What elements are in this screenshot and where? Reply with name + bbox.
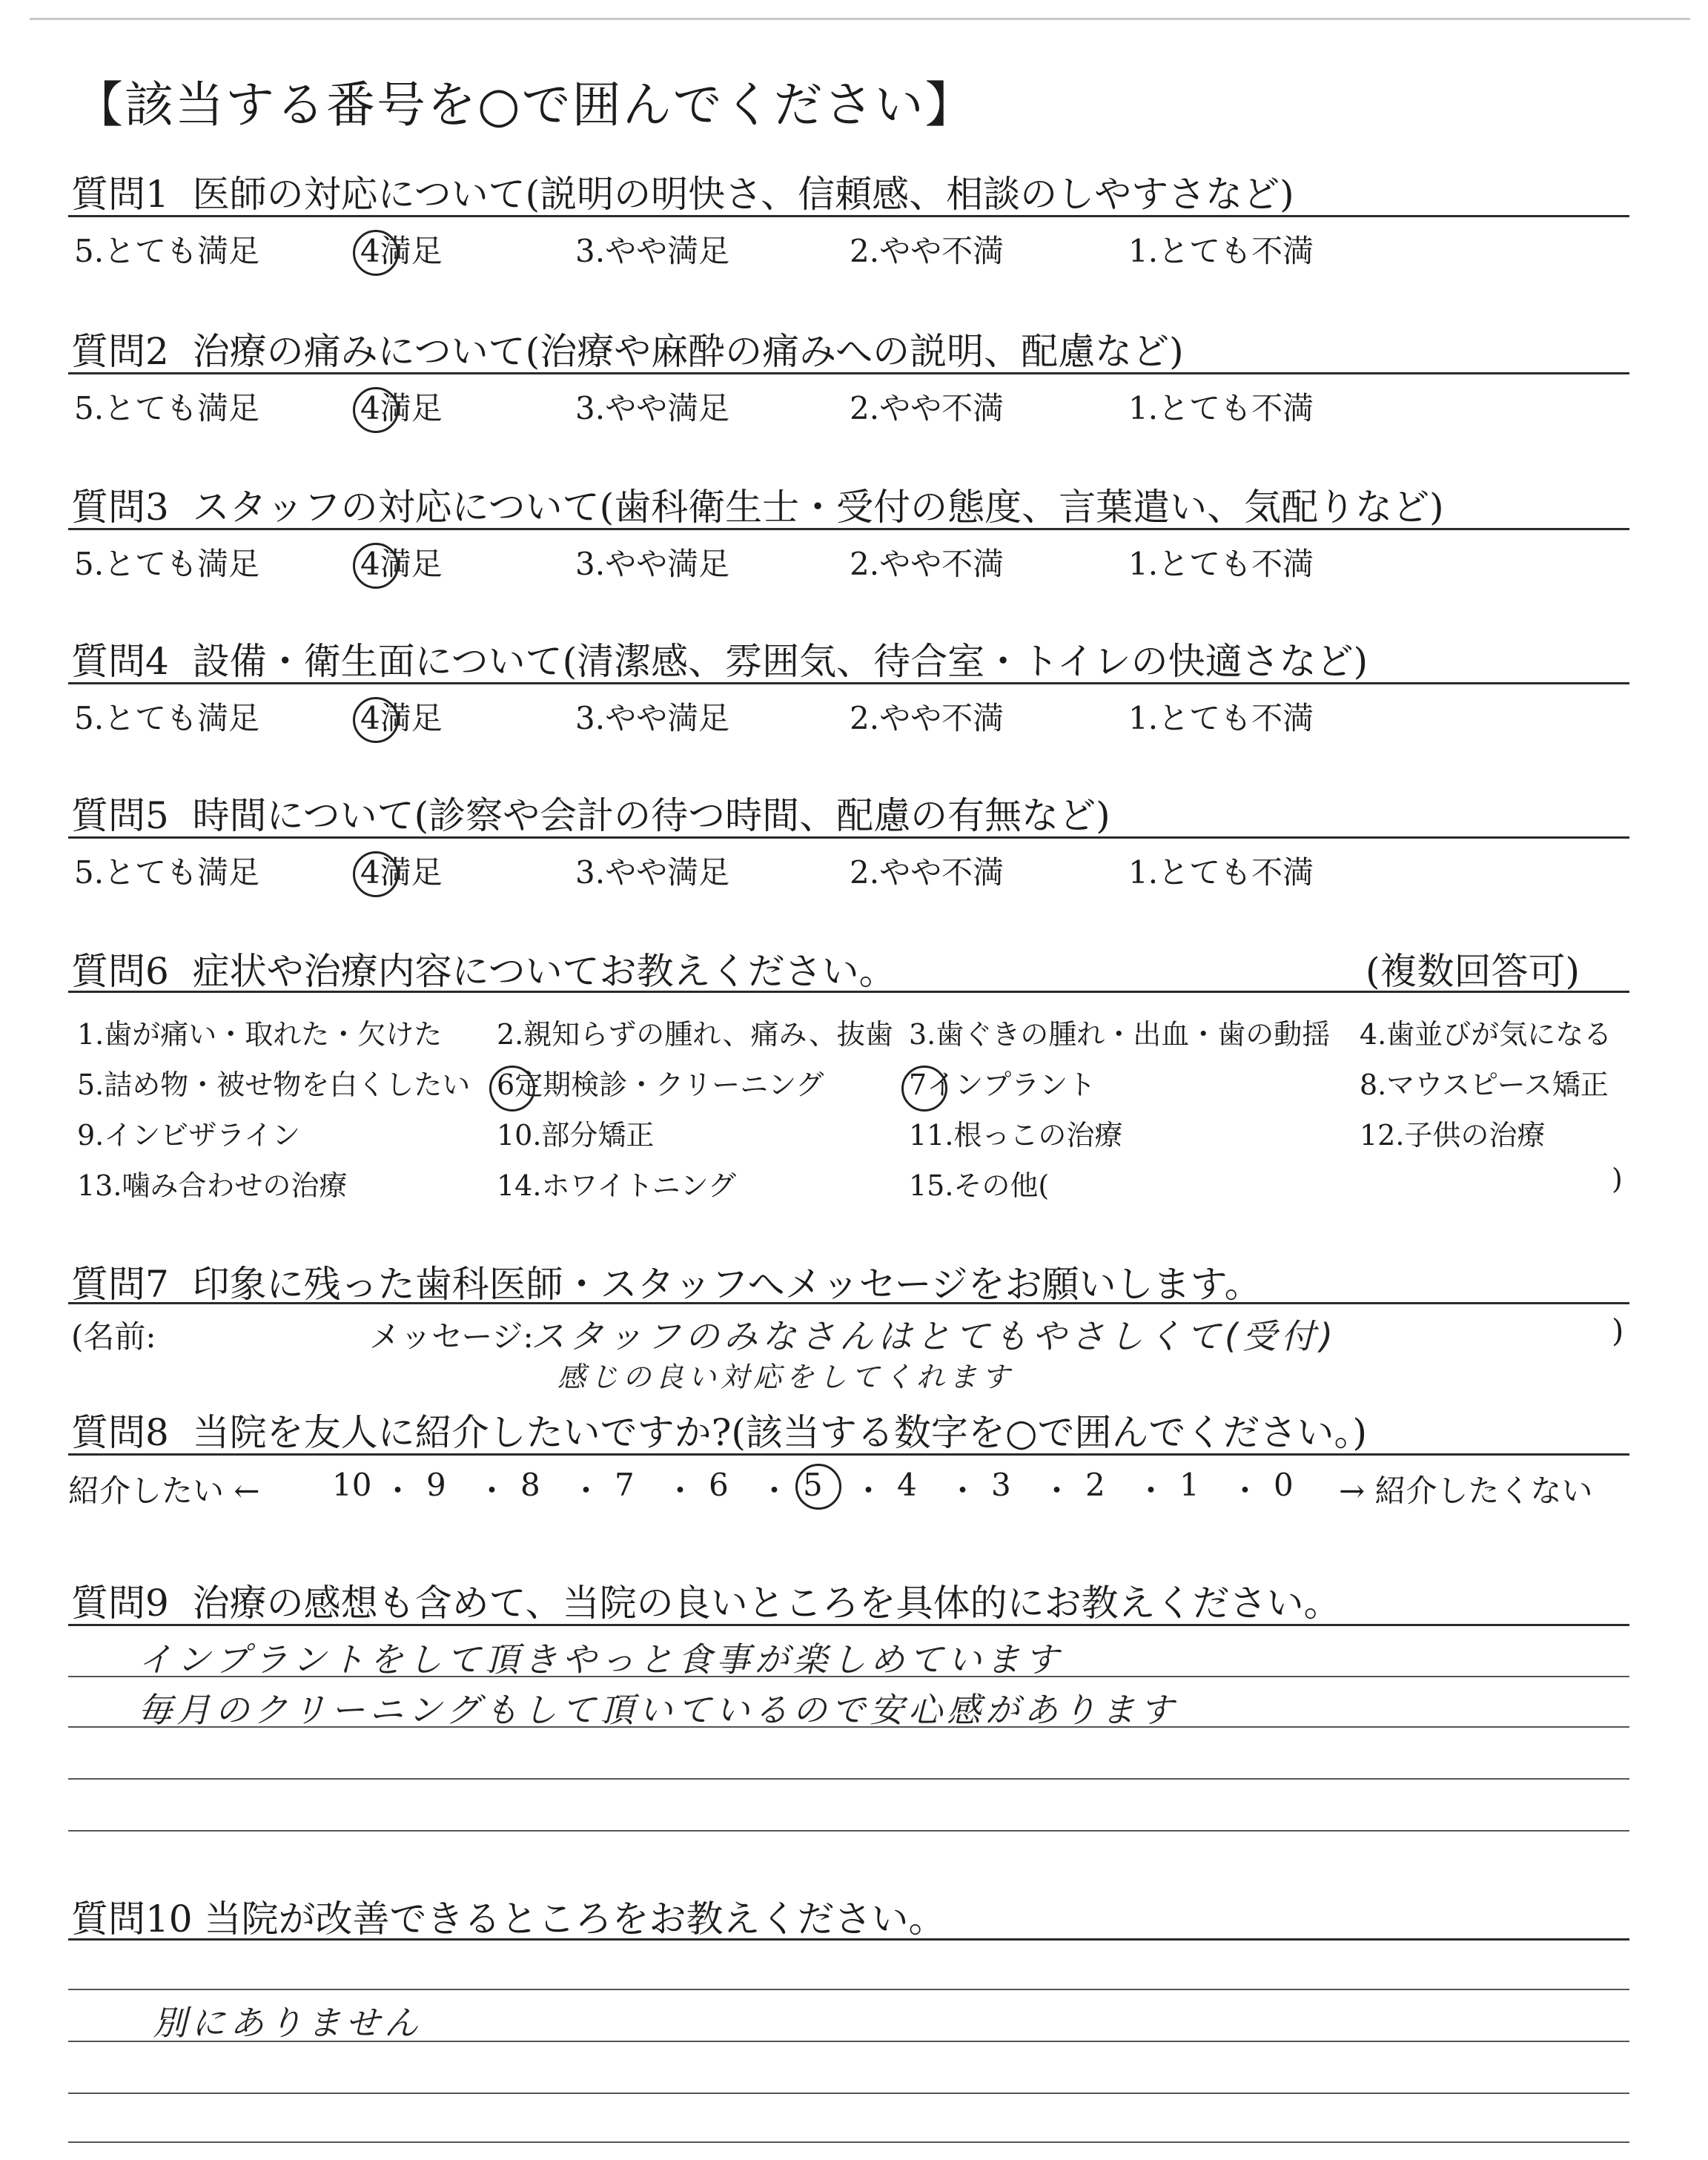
question-4: [71, 632, 1368, 685]
scale-value-1: [1179, 1467, 1199, 1503]
page-title: 【該当する番号を○で囲んでください】: [74, 76, 976, 133]
question-2: [71, 322, 1184, 375]
divider: [68, 836, 1629, 839]
scale-value-6: [709, 1467, 729, 1503]
scale-separator: ・: [664, 1473, 696, 1509]
question-text: 当院を友人に紹介したいですか?(該当する数字を○で囲んでください。): [192, 1411, 1368, 1454]
question-text: 印象に残った歯科医師・スタッフへメッセージをお願いします。: [192, 1263, 1262, 1306]
option-somewhat-dissatisfied: 2.やや不満: [850, 546, 1004, 582]
divider: [68, 215, 1629, 217]
option-label: 満足: [380, 233, 443, 269]
option-label: 満足: [380, 700, 443, 736]
question-1: [71, 165, 1294, 218]
scale-number: 10: [332, 1467, 372, 1503]
question-label: 質問10: [71, 1898, 193, 1941]
answer-line: [68, 2041, 1629, 2042]
option-somewhat-dissatisfied: 2.やや不満: [850, 390, 1004, 426]
q6-option-15: 15.その他(: [909, 1169, 1050, 1202]
question-9: [71, 1573, 1341, 1627]
q6-option-9: 9.インビザライン: [77, 1119, 301, 1152]
option-very-satisfied: 5.とても満足: [74, 233, 260, 269]
scale-number: 5: [803, 1467, 823, 1503]
scale-separator: ・: [1041, 1473, 1073, 1509]
message-label: メッセージ:: [369, 1318, 534, 1355]
scale-value-9: [426, 1467, 446, 1503]
option-very-dissatisfied: 1.とても不満: [1128, 390, 1314, 426]
question-label: 質問5: [71, 794, 169, 837]
q6-option-8: 8.マウスピース矯正: [1360, 1069, 1609, 1101]
option-label: 満足: [380, 546, 443, 582]
q6-option-2: 2.親知らずの腫れ、痛み、抜歯: [497, 1018, 893, 1051]
circled-number: 4: [360, 700, 380, 736]
question-label: 質問6: [71, 950, 169, 993]
question-8: [71, 1403, 1367, 1456]
question-label: 質問2: [71, 330, 169, 373]
option-label: 満足: [380, 390, 443, 426]
question-7: [71, 1255, 1262, 1308]
q6-option-1: 1.歯が痛い・取れた・欠けた: [77, 1018, 443, 1051]
answer-line: [68, 2093, 1629, 2094]
scale-separator: ・: [1135, 1473, 1167, 1509]
question-text: 治療の痛みについて(治療や麻酔の痛みへの説明、配慮など): [192, 330, 1184, 373]
scale-separator: ・: [947, 1473, 979, 1509]
scale-separator: ・: [758, 1473, 790, 1509]
answer-line: [68, 1989, 1629, 1990]
option-very-dissatisfied: 1.とても不満: [1128, 700, 1314, 736]
question-text: 当院が改善できるところをお教えください。: [204, 1898, 946, 1941]
option-very-dissatisfied: 1.とても不満: [1128, 854, 1314, 891]
handwritten-message-line-2: 感じの良い対応をしてくれます: [557, 1361, 1015, 1393]
divider: [68, 372, 1629, 374]
option-very-dissatisfied: 1.とても不満: [1128, 546, 1314, 582]
question-5: [71, 786, 1110, 839]
question-label: 質問8: [71, 1411, 169, 1454]
handwritten-message-line-1: スタッフのみなさんはとてもやさしくて(受付): [531, 1316, 1337, 1356]
q6-option-10: 10.部分矯正: [497, 1119, 655, 1152]
option-somewhat-satisfied: 3.やや満足: [575, 854, 730, 891]
divider: [68, 991, 1629, 993]
option-satisfied-selected: [360, 694, 443, 739]
question-label: 質問9: [71, 1582, 169, 1625]
handwritten-answer: 別にありません: [153, 2003, 423, 2043]
circled-number: 4: [360, 854, 380, 891]
question-label: 質問7: [71, 1263, 169, 1306]
answer-line: [68, 1830, 1629, 1832]
message-close-paren: ): [1612, 1312, 1624, 1349]
scale-separator: ・: [853, 1473, 884, 1509]
scale-value-5: [803, 1467, 823, 1503]
option-somewhat-dissatisfied: 2.やや不満: [850, 700, 1004, 736]
option-label: 定期検診・クリーニング: [514, 1069, 824, 1101]
scale-number: 4: [897, 1467, 917, 1503]
q6-option-4: 4.歯並びが気になる: [1360, 1018, 1612, 1051]
q6-option-7-selected: [909, 1062, 1096, 1103]
circled-number: 4: [360, 233, 380, 269]
scale-number: 1: [1179, 1467, 1199, 1503]
scale-value-0: [1274, 1467, 1294, 1503]
divider: [68, 528, 1629, 530]
option-label: インプラント: [927, 1069, 1096, 1101]
multiple-answers-note: (複数回答可): [1366, 950, 1580, 993]
scale-value-7: [615, 1467, 635, 1503]
option-satisfied-selected: [360, 848, 443, 893]
q6-option-12: 12.子供の治療: [1360, 1119, 1546, 1152]
option-satisfied-selected: [360, 384, 443, 429]
handwritten-answer-line-2: 毎月のクリーニングもして頂いているので安心感があります: [138, 1690, 1179, 1730]
option-very-satisfied: 5.とても満足: [74, 546, 260, 582]
circled-number: 7: [909, 1069, 927, 1101]
scale-value-3: [991, 1467, 1011, 1503]
handwritten-answer-line-1: インプラントをして頂きやっと食事が楽しめています: [138, 1639, 1063, 1680]
divider: [68, 1453, 1629, 1456]
q6-option-14: 14.ホワイトニング: [497, 1169, 737, 1202]
top-border: [30, 18, 1690, 20]
q6-option-13: 13.噛み合わせの治療: [77, 1169, 348, 1202]
name-label: (名前:: [71, 1318, 156, 1355]
q6-option-3: 3.歯ぐきの腫れ・出血・歯の動揺: [909, 1018, 1331, 1051]
scale-separator: ・: [382, 1473, 414, 1509]
option-very-satisfied: 5.とても満足: [74, 390, 260, 426]
option-label: 満足: [380, 854, 443, 891]
circled-number: 4: [360, 390, 380, 426]
answer-line: [68, 2141, 1629, 2143]
question-label: 質問3: [71, 486, 169, 529]
question-text: 設備・衛生面について(清潔感、雰囲気、待合室・トイレの快適さなど): [192, 640, 1368, 683]
question-label: 質問4: [71, 640, 169, 683]
option-somewhat-dissatisfied: 2.やや不満: [850, 233, 1004, 269]
scale-number: 6: [709, 1467, 729, 1503]
option-very-satisfied: 5.とても満足: [74, 854, 260, 891]
answer-line: [68, 1676, 1629, 1677]
circled-number: 6: [497, 1069, 515, 1101]
question-text: 医師の対応について(説明の明快さ、信頼感、相談のしやすさなど): [192, 173, 1294, 216]
recommend-right-label: → 紹介したくない: [1339, 1473, 1593, 1509]
scale-number: 8: [520, 1467, 540, 1503]
question-label: 質問1: [71, 173, 169, 216]
question-text: スタッフの対応について(歯科衛生士・受付の態度、言葉遣い、気配りなど): [192, 486, 1444, 529]
circled-number: 4: [360, 546, 380, 582]
q6-option-6-selected: [497, 1062, 824, 1103]
scale-value-10: [332, 1467, 371, 1503]
option-somewhat-satisfied: 3.やや満足: [575, 233, 730, 269]
q6-option-5: 5.詰め物・被せ物を白くしたい: [77, 1069, 471, 1101]
question-text: 治療の感想も含めて、当院の良いところを具体的にお教えください。: [192, 1582, 1341, 1625]
scale-number: 0: [1274, 1467, 1294, 1503]
answer-line: [68, 1726, 1629, 1728]
answer-line: [68, 1778, 1629, 1780]
scale-number: 7: [615, 1467, 635, 1503]
scale-separator: ・: [570, 1473, 602, 1509]
option-very-dissatisfied: 1.とても不満: [1128, 233, 1314, 269]
scale-number: 3: [991, 1467, 1011, 1503]
scale-value-2: [1085, 1467, 1105, 1503]
scale-separator: ・: [476, 1473, 508, 1509]
scale-number: 9: [426, 1467, 446, 1503]
divider: [68, 682, 1629, 684]
question-6: [71, 942, 896, 995]
recommend-left-label: 紹介したい ←: [68, 1473, 260, 1509]
divider: [68, 1624, 1629, 1626]
question-text: 症状や治療内容についてお教えください。: [192, 950, 896, 993]
option-somewhat-satisfied: 3.やや満足: [575, 390, 730, 426]
scale-separator: ・: [1229, 1473, 1261, 1509]
scale-number: 2: [1085, 1467, 1105, 1503]
question-10: [71, 1889, 946, 1943]
q6-option-11: 11.根っこの治療: [909, 1119, 1123, 1152]
divider: [68, 1302, 1629, 1304]
option-somewhat-satisfied: 3.やや満足: [575, 700, 730, 736]
option-satisfied-selected: [360, 227, 443, 271]
question-3: [71, 478, 1444, 531]
option-satisfied-selected: [360, 540, 443, 584]
option-very-satisfied: 5.とても満足: [74, 700, 260, 736]
question-text: 時間について(診察や会計の待つ時間、配慮の有無など): [192, 794, 1110, 837]
option-somewhat-dissatisfied: 2.やや不満: [850, 854, 1004, 891]
scale-value-8: [520, 1467, 540, 1503]
divider: [68, 1938, 1629, 1941]
option-somewhat-satisfied: 3.やや満足: [575, 546, 730, 582]
q6-other-close-paren: ): [1612, 1163, 1623, 1195]
scale-value-4: [897, 1467, 917, 1503]
